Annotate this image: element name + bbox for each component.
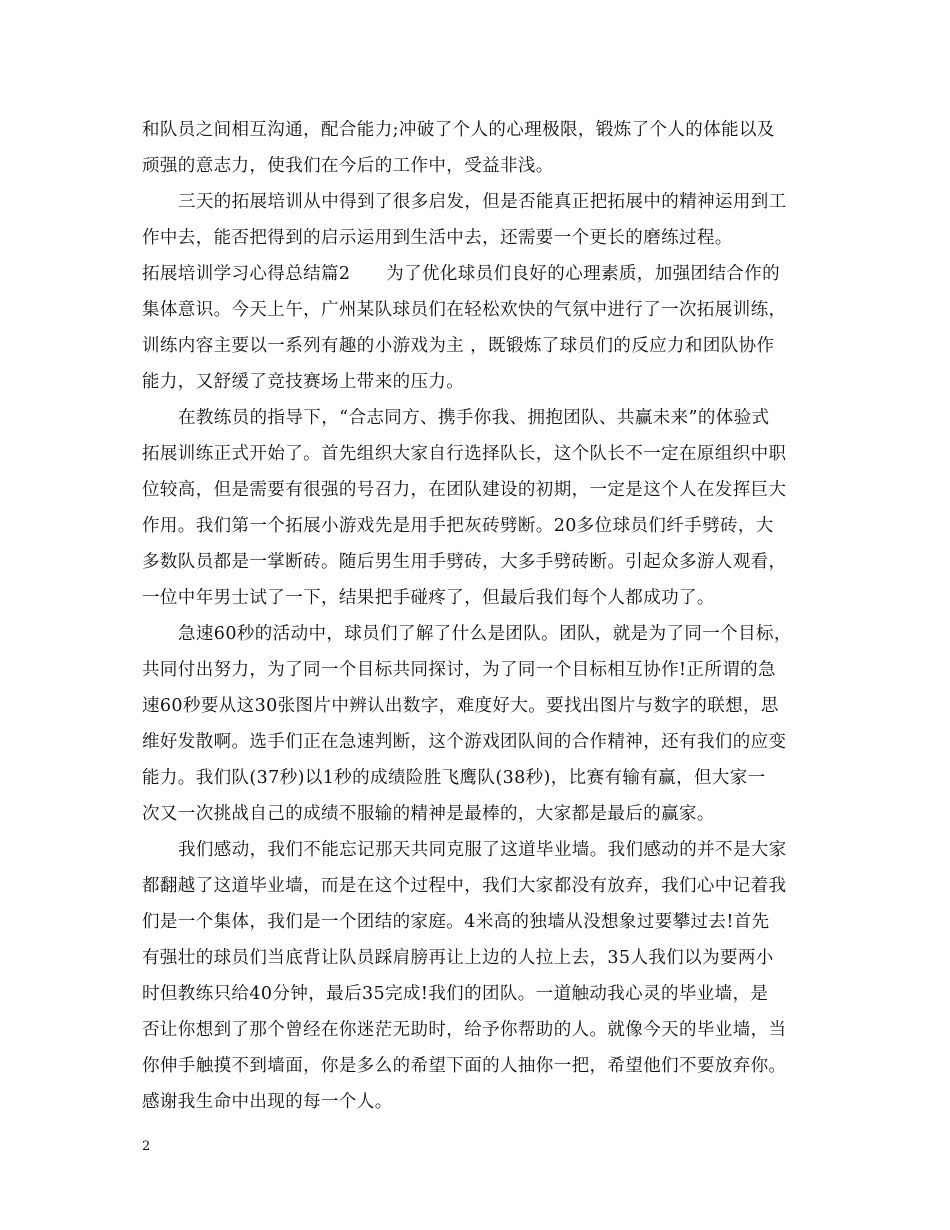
text-line: 能力，又舒缓了竞技赛场上带来的压力。 [142, 372, 465, 392]
text-line: 我们感动，我们不能忘记那天共同克服了这道毕业墙。我们感动的并不是大家 [178, 840, 787, 860]
text-line: 多数队员都是一掌断砖。随后男生用手劈砖，大多手劈砖断。引起众多游人观看， [142, 552, 787, 572]
text-line: 作用。我们第一个拓展小游戏先是用手把灰砖劈断。20多位球员们纤手劈砖，大 [142, 516, 774, 536]
text-line: 时但教练只给40分钟，最后35完成!我们的团队。一道触动我心灵的毕业墙，是 [142, 984, 769, 1004]
text-line: 三天的拓展培训从中得到了很多启发，但是否能真正把拓展中的精神运用到工 [178, 192, 787, 212]
text-line: 顽强的意志力，使我们在今后的工作中，受益非浅。 [142, 156, 554, 176]
text-line: 和队员之间相互沟通，配合能力;冲破了个人的心理极限，锻炼了个人的体能以及 [142, 120, 775, 140]
text-line: 拓展训练正式开始了。首先组织大家自行选择队长，这个队长不一定在原组织中职 [142, 444, 787, 464]
text-line: 都翻越了这道毕业墙，而是在这个过程中，我们大家都没有放弃，我们心中记着我 [142, 876, 787, 896]
text-line: 急速60秒的活动中，球员们了解了什么是团队。团队，就是为了同一个目标， [178, 624, 792, 644]
text-line: 速60秒要从这30张图片中辨认出数字，难度好大。要找出图片与数字的联想，思 [142, 696, 779, 716]
text-line: 有强壮的球员们当底背让队员踩肩膀再让上边的人拉上去，35人我们以为要两小 [142, 948, 774, 968]
text-line: 位较高，但是需要有很强的号召力，在团队建设的初期，一定是这个人在发挥巨大 [142, 480, 787, 500]
text-line: 训练内容主要以一系列有趣的小游戏为主 ，既锻炼了球员们的反应力和团队协作 [142, 336, 775, 356]
text-line: 共同付出努力，为了同一个目标共同探讨，为了同一个目标相互协作!正所谓的急 [142, 660, 776, 680]
text-line: 一位中年男士试了一下，结果把手碰疼了，但最后我们每个人都成功了。 [142, 588, 715, 608]
text-line: 在教练员的指导下，“合志同方、携手你我、拥抱团队、共赢未来”的体验式 [178, 408, 770, 428]
text-line: 作中去，能否把得到的启示运用到生活中去，还需要一个更长的磨练过程。 [142, 228, 733, 248]
text-line: 能力。我们队(37秒)以1秒的成绩险胜飞鹰队(38秒)，比赛有输有赢，但大家一 [142, 768, 766, 788]
text-line: 维好发散啊。选手们正在急速判断，这个游戏团队间的合作精神，还有我们的应变 [142, 732, 787, 752]
text-line: 次又一次挑战自己的成绩不服输的精神是最棒的，大家都是最后的赢家。 [142, 804, 715, 824]
text-line: 们是一个集体，我们是一个团结的家庭。4米高的独墙从没想象过要攀过去!首先 [142, 912, 770, 932]
text-line: 感谢我生命中出现的每一个人。 [142, 1092, 393, 1112]
text-line: 否让你想到了那个曾经在你迷茫无助时，给予你帮助的人。就像今天的毕业墙，当 [142, 1020, 787, 1040]
page-number: 2 [142, 1139, 151, 1154]
text-line: 集体意识。今天上午，广州某队球员们在轻松欢快的气氛中进行了一次拓展训练， [142, 300, 787, 320]
text-line: 你伸手触摸不到墙面，你是多么的希望下面的人抽你一把，希望他们不要放弃你。 [142, 1056, 787, 1076]
text-line: 拓展培训学习心得总结篇2 为了优化球员们良好的心理素质，加强团结合作的 [142, 264, 781, 284]
